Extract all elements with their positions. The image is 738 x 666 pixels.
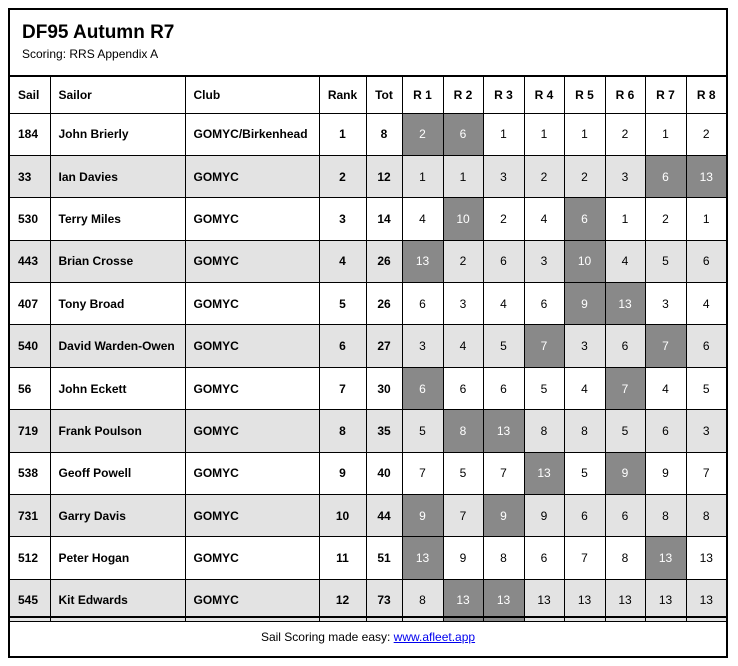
- sailor-cell: Kit Edwards: [50, 579, 185, 621]
- race-5-score-cell: 7: [564, 537, 605, 579]
- results-sheet: [8, 8, 728, 658]
- race-2-score-cell: 1: [443, 155, 483, 197]
- race-8-score-cell: 1: [686, 198, 726, 240]
- column-header-race-1: R 1: [402, 76, 443, 113]
- sail-cell: 33: [10, 155, 50, 197]
- sail-cell: 731: [10, 495, 50, 537]
- race-5-score-cell: 9: [564, 283, 605, 325]
- race-2-score-cell: 6: [443, 367, 483, 409]
- race-5-score-cell: 4: [564, 367, 605, 409]
- rank-cell: 8: [319, 410, 366, 452]
- race-3-score-cell: 3: [483, 155, 524, 197]
- sail-cell: 538: [10, 452, 50, 494]
- total-cell: 30: [366, 367, 402, 409]
- race-4-score-cell: 7: [524, 325, 564, 367]
- sail-cell: 56: [10, 367, 50, 409]
- race-4-score-cell: 13: [524, 452, 564, 494]
- rank-cell: 10: [319, 495, 366, 537]
- race-1-score-cell: 3: [402, 325, 443, 367]
- sailor-cell: Terry Miles: [50, 198, 185, 240]
- race-8-score-cell: 2: [686, 113, 726, 155]
- sail-cell: 530: [10, 198, 50, 240]
- club-cell: GOMYC/Birkenhead: [185, 113, 319, 155]
- race-3-score-cell: 9: [483, 495, 524, 537]
- race-3-score-cell: 5: [483, 325, 524, 367]
- sailor-cell: Garry Davis: [50, 495, 185, 537]
- total-cell: 12: [366, 155, 402, 197]
- rank-cell: 7: [319, 367, 366, 409]
- sail-cell: 545: [10, 579, 50, 621]
- race-2-score-cell: 5: [443, 452, 483, 494]
- race-4-score-cell: 4: [524, 198, 564, 240]
- race-4-score-cell: 9: [524, 495, 564, 537]
- race-5-score-cell: 6: [564, 198, 605, 240]
- sailor-cell: Peter Hogan: [50, 537, 185, 579]
- race-6-score-cell: 6: [605, 325, 645, 367]
- table-row: [10, 155, 726, 197]
- race-1-score-cell: 1: [402, 155, 443, 197]
- race-7-score-cell: 5: [645, 240, 686, 282]
- race-6-score-cell: 13: [605, 579, 645, 621]
- rank-cell: 4: [319, 240, 366, 282]
- race-4-score-cell: 2: [524, 155, 564, 197]
- race-4-score-cell: 3: [524, 240, 564, 282]
- race-8-score-cell: 5: [686, 367, 726, 409]
- race-4-score-cell: 6: [524, 283, 564, 325]
- rank-cell: 12: [319, 579, 366, 621]
- rank-cell: 6: [319, 325, 366, 367]
- club-cell: GOMYC: [185, 198, 319, 240]
- club-cell: GOMYC: [185, 283, 319, 325]
- race-8-score-cell: 6: [686, 240, 726, 282]
- race-3-score-cell: 8: [483, 537, 524, 579]
- club-cell: GOMYC: [185, 537, 319, 579]
- race-8-score-cell: 7: [686, 452, 726, 494]
- race-8-score-cell: 13: [686, 155, 726, 197]
- rank-cell: 11: [319, 537, 366, 579]
- total-cell: 35: [366, 410, 402, 452]
- total-cell: 27: [366, 325, 402, 367]
- race-2-score-cell: 3: [443, 283, 483, 325]
- race-7-score-cell: 6: [645, 410, 686, 452]
- total-cell: 73: [366, 579, 402, 621]
- sailor-cell: John Brierly: [50, 113, 185, 155]
- race-1-score-cell: 13: [402, 537, 443, 579]
- race-7-score-cell: 8: [645, 495, 686, 537]
- sail-cell: 540: [10, 325, 50, 367]
- race-5-score-cell: 3: [564, 325, 605, 367]
- sailor-cell: David Warden-Owen: [50, 325, 185, 367]
- column-header-rank: Rank: [319, 76, 366, 113]
- race-5-score-cell: 2: [564, 155, 605, 197]
- race-7-score-cell: 9: [645, 452, 686, 494]
- total-cell: 44: [366, 495, 402, 537]
- race-6-score-cell: 7: [605, 367, 645, 409]
- race-6-score-cell: 4: [605, 240, 645, 282]
- column-header-race-2: R 2: [443, 76, 483, 113]
- race-5-score-cell: 1: [564, 113, 605, 155]
- column-header-race-6: R 6: [605, 76, 645, 113]
- table-row: [10, 410, 726, 452]
- column-header-race-7: R 7: [645, 76, 686, 113]
- race-8-score-cell: 13: [686, 579, 726, 621]
- race-1-score-cell: 6: [402, 283, 443, 325]
- race-6-score-cell: 1: [605, 198, 645, 240]
- column-header-total: Tot: [366, 76, 402, 113]
- race-4-score-cell: 6: [524, 537, 564, 579]
- race-8-score-cell: 8: [686, 495, 726, 537]
- race-7-score-cell: 4: [645, 367, 686, 409]
- race-3-score-cell: 4: [483, 283, 524, 325]
- sail-cell: 719: [10, 410, 50, 452]
- club-cell: GOMYC: [185, 155, 319, 197]
- race-2-score-cell: 2: [443, 240, 483, 282]
- race-4-score-cell: 8: [524, 410, 564, 452]
- race-5-score-cell: 5: [564, 452, 605, 494]
- sail-cell: 443: [10, 240, 50, 282]
- table-row: [10, 495, 726, 537]
- race-7-score-cell: 2: [645, 198, 686, 240]
- table-row: [10, 113, 726, 155]
- footer-text: Sail Scoring made easy:: [260, 630, 394, 644]
- sail-cell: 512: [10, 537, 50, 579]
- race-2-score-cell: 6: [443, 113, 483, 155]
- table-row: [10, 325, 726, 367]
- race-5-score-cell: 8: [564, 410, 605, 452]
- column-header-sailor: Sailor: [50, 76, 185, 113]
- results-body: [10, 113, 726, 622]
- sailor-cell: Frank Poulson: [50, 410, 185, 452]
- total-cell: 26: [366, 283, 402, 325]
- total-cell: 40: [366, 452, 402, 494]
- club-cell: GOMYC: [185, 410, 319, 452]
- column-header-race-5: R 5: [564, 76, 605, 113]
- race-6-score-cell: 5: [605, 410, 645, 452]
- race-7-score-cell: 6: [645, 155, 686, 197]
- race-3-score-cell: 13: [483, 410, 524, 452]
- race-4-score-cell: 1: [524, 113, 564, 155]
- race-4-score-cell: 13: [524, 579, 564, 621]
- race-1-score-cell: 8: [402, 579, 443, 621]
- race-8-score-cell: 6: [686, 325, 726, 367]
- column-header-race-3: R 3: [483, 76, 524, 113]
- table-row: [10, 537, 726, 579]
- rank-cell: 2: [319, 155, 366, 197]
- race-3-score-cell: 6: [483, 240, 524, 282]
- race-8-score-cell: 3: [686, 410, 726, 452]
- race-1-score-cell: 7: [402, 452, 443, 494]
- race-1-score-cell: 9: [402, 495, 443, 537]
- total-cell: 26: [366, 240, 402, 282]
- sailor-cell: John Eckett: [50, 367, 185, 409]
- race-7-score-cell: 1: [645, 113, 686, 155]
- results-table: [10, 75, 726, 622]
- race-5-score-cell: 10: [564, 240, 605, 282]
- sail-cell: 407: [10, 283, 50, 325]
- club-cell: GOMYC: [185, 452, 319, 494]
- results-header: [10, 10, 726, 75]
- race-4-score-cell: 5: [524, 367, 564, 409]
- race-7-score-cell: 13: [645, 537, 686, 579]
- sail-cell: 184: [10, 113, 50, 155]
- sailor-cell: Geoff Powell: [50, 452, 185, 494]
- footer: [10, 616, 726, 656]
- race-3-score-cell: 1: [483, 113, 524, 155]
- rank-cell: 9: [319, 452, 366, 494]
- table-row: [10, 283, 726, 325]
- race-7-score-cell: 3: [645, 283, 686, 325]
- race-3-score-cell: 13: [483, 579, 524, 621]
- sailor-cell: Tony Broad: [50, 283, 185, 325]
- race-6-score-cell: 8: [605, 537, 645, 579]
- club-cell: GOMYC: [185, 579, 319, 621]
- race-1-score-cell: 2: [402, 113, 443, 155]
- column-header-race-4: R 4: [524, 76, 564, 113]
- race-3-score-cell: 2: [483, 198, 524, 240]
- race-6-score-cell: 6: [605, 495, 645, 537]
- page-title: DF95 Autumn R7: [22, 22, 175, 43]
- race-2-score-cell: 8: [443, 410, 483, 452]
- total-cell: 51: [366, 537, 402, 579]
- race-6-score-cell: 3: [605, 155, 645, 197]
- race-1-score-cell: 5: [402, 410, 443, 452]
- sailor-cell: Brian Crosse: [50, 240, 185, 282]
- race-5-score-cell: 13: [564, 579, 605, 621]
- race-1-score-cell: 13: [402, 240, 443, 282]
- table-row: [10, 240, 726, 282]
- club-cell: GOMYC: [185, 367, 319, 409]
- race-2-score-cell: 10: [443, 198, 483, 240]
- column-header-race-8: R 8: [686, 76, 726, 113]
- race-2-score-cell: 7: [443, 495, 483, 537]
- race-2-score-cell: 4: [443, 325, 483, 367]
- total-cell: 14: [366, 198, 402, 240]
- table-row: [10, 367, 726, 409]
- column-header-club: Club: [185, 76, 319, 113]
- scoring-system: Scoring: RRS Appendix A: [22, 47, 159, 61]
- race-2-score-cell: 9: [443, 537, 483, 579]
- race-1-score-cell: 4: [402, 198, 443, 240]
- race-2-score-cell: 13: [443, 579, 483, 621]
- club-cell: GOMYC: [185, 325, 319, 367]
- table-header-row: [10, 76, 726, 113]
- footer-link[interactable]: www.afleet.app: [393, 630, 476, 644]
- race-7-score-cell: 13: [645, 579, 686, 621]
- rank-cell: 1: [319, 113, 366, 155]
- rank-cell: 5: [319, 283, 366, 325]
- race-3-score-cell: 7: [483, 452, 524, 494]
- table-row: [10, 198, 726, 240]
- race-8-score-cell: 13: [686, 537, 726, 579]
- race-1-score-cell: 6: [402, 367, 443, 409]
- race-7-score-cell: 7: [645, 325, 686, 367]
- table-row: [10, 452, 726, 494]
- race-6-score-cell: 2: [605, 113, 645, 155]
- race-5-score-cell: 6: [564, 495, 605, 537]
- sailor-cell: Ian Davies: [50, 155, 185, 197]
- race-6-score-cell: 13: [605, 283, 645, 325]
- rank-cell: 3: [319, 198, 366, 240]
- column-header-sail: Sail: [10, 76, 50, 113]
- total-cell: 8: [366, 113, 402, 155]
- club-cell: GOMYC: [185, 495, 319, 537]
- club-cell: GOMYC: [185, 240, 319, 282]
- race-8-score-cell: 4: [686, 283, 726, 325]
- race-3-score-cell: 6: [483, 367, 524, 409]
- race-6-score-cell: 9: [605, 452, 645, 494]
